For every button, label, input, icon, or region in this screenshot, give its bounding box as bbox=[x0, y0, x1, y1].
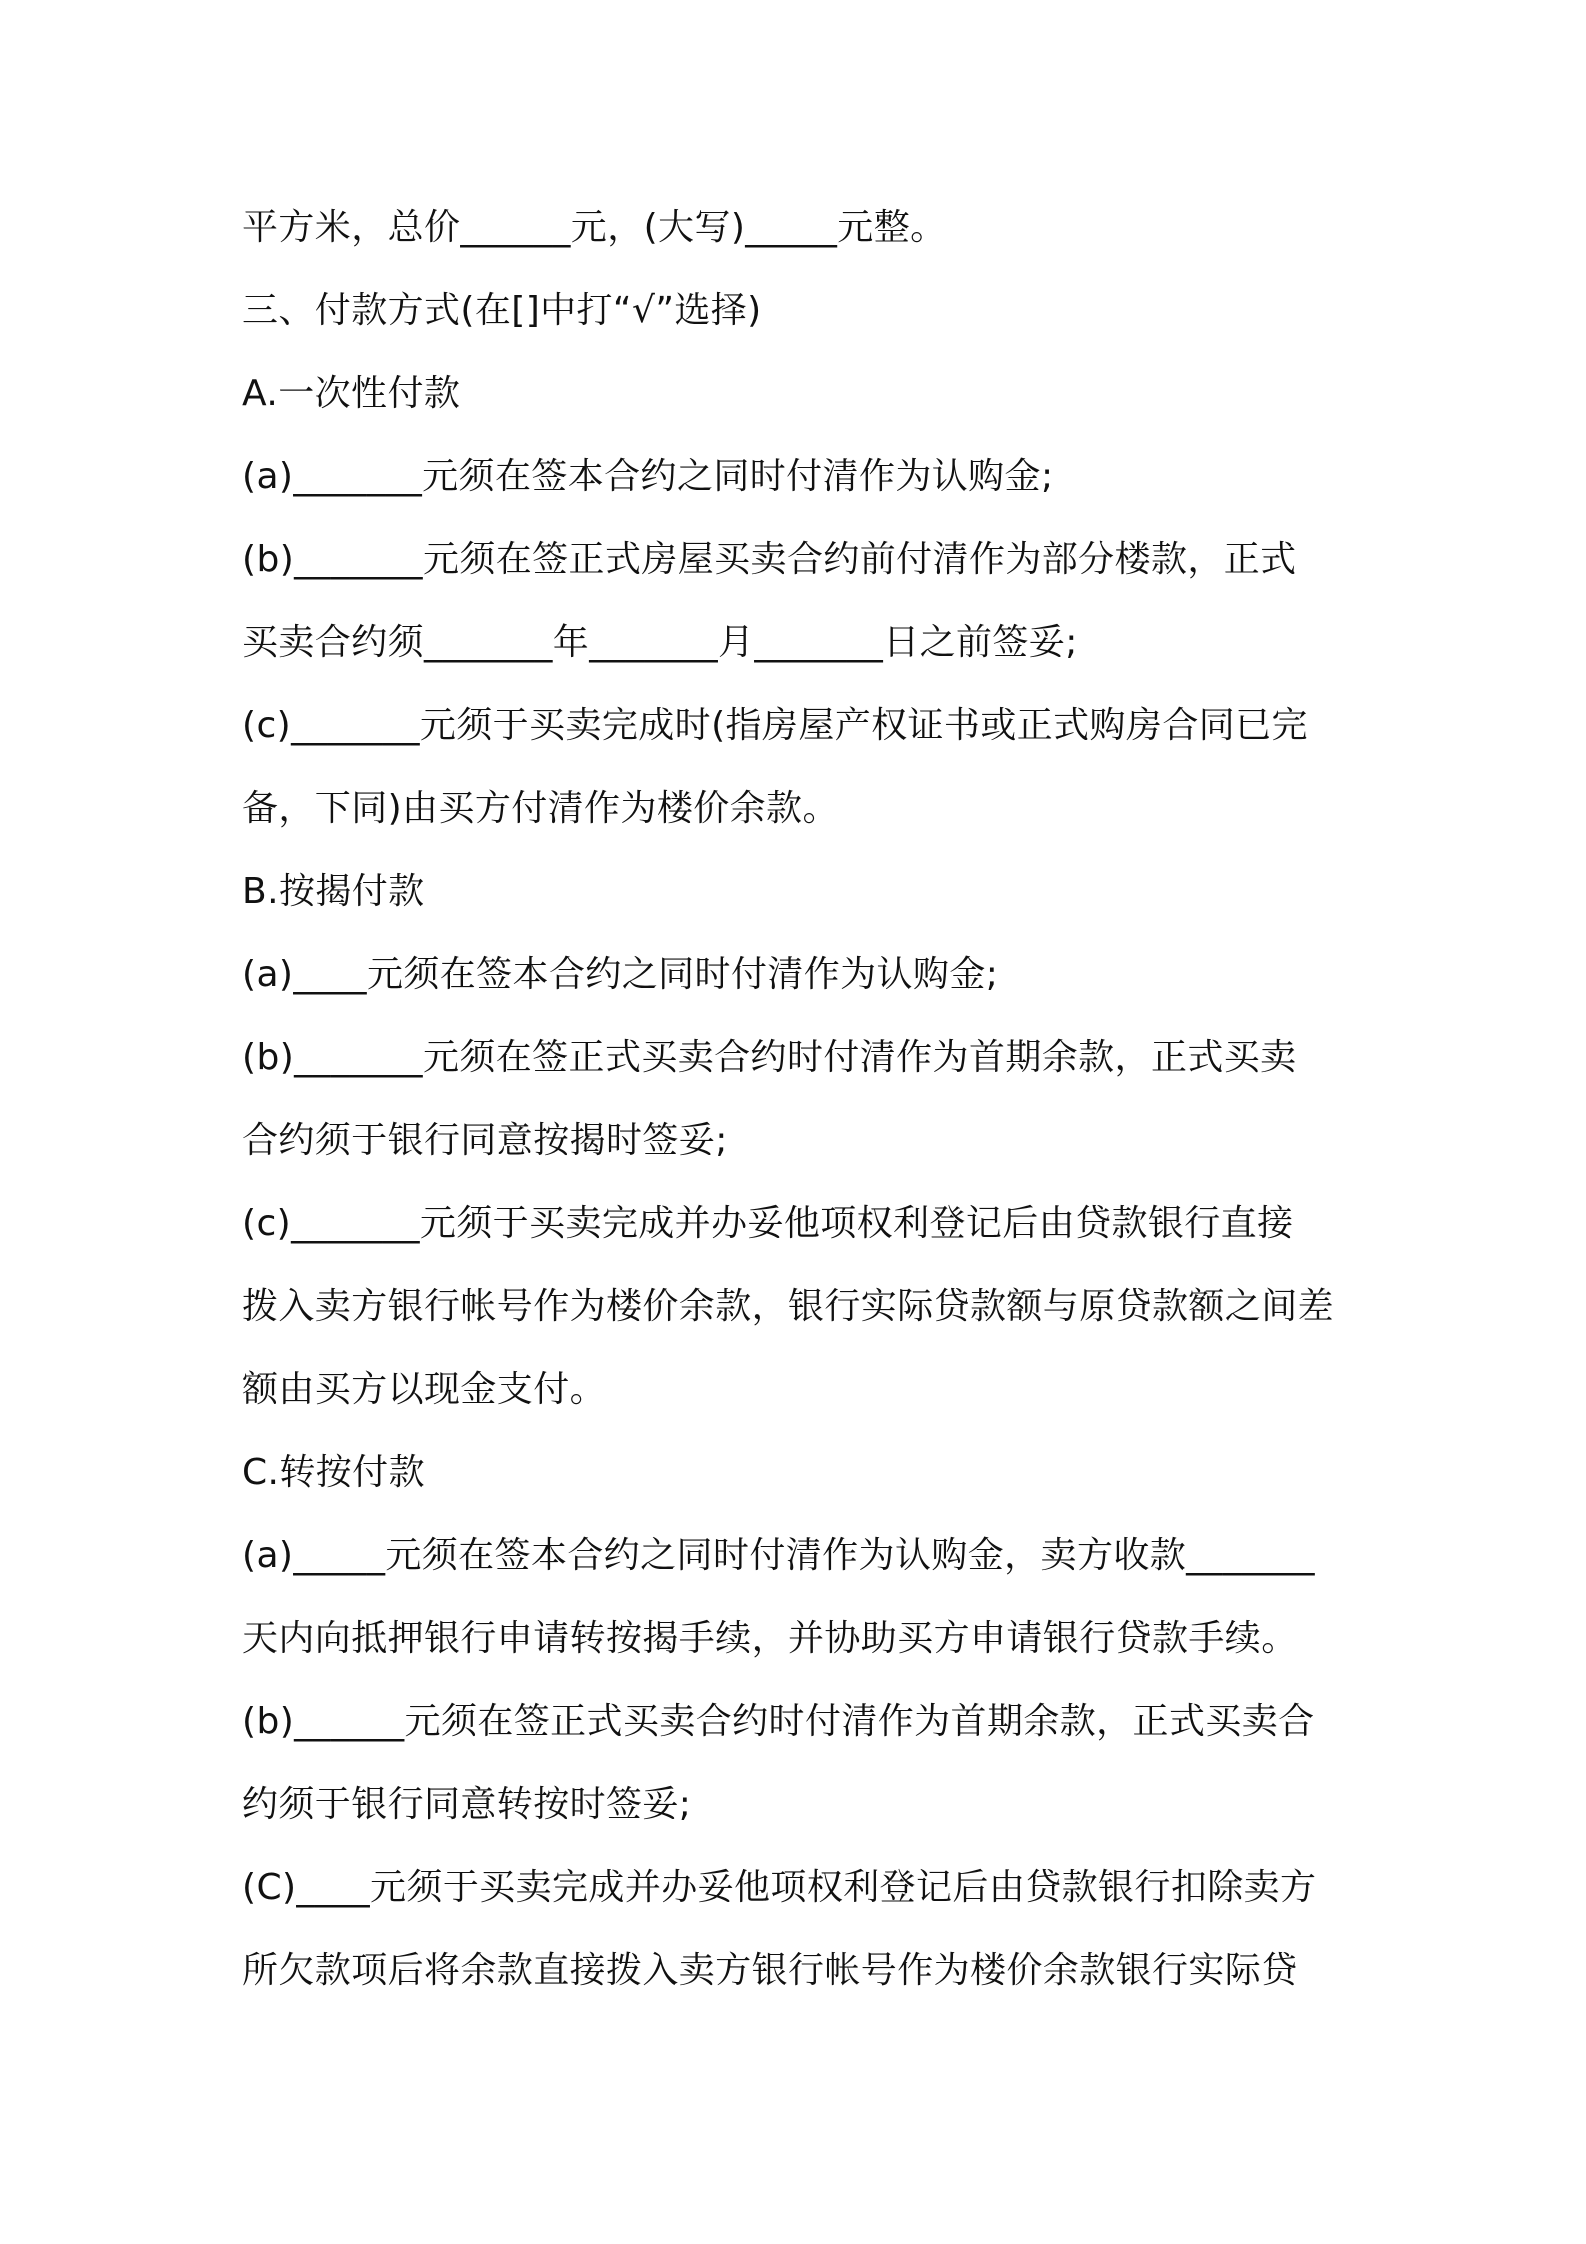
subheading-lump-sum: A.一次性付款 bbox=[242, 373, 461, 414]
text-line-c-completion: (c)_______元须于买卖完成时(指房屋产权证书或正式购房合同已完 bbox=[242, 705, 1308, 746]
text-line-transfer-b-cont: 约须于银行同意转按时签妥; bbox=[242, 1784, 692, 1825]
text-line-mortgage-a: (a)____元须在签本合约之同时付清作为认购金; bbox=[242, 954, 999, 995]
text-line-transfer-a-cont: 天内向抵押银行申请转按揭手续，并协助买方申请银行贷款手续。 bbox=[242, 1618, 1298, 1659]
text-line-transfer-a: (a)_____元须在签本合约之同时付清作为认购金，卖方收款_______ bbox=[242, 1535, 1315, 1576]
text-line-total-price: 平方米，总价______元，(大写)_____元整。 bbox=[242, 207, 947, 248]
text-line-mortgage-c: (c)_______元须于买卖完成并办妥他项权利登记后由贷款银行直接 bbox=[242, 1203, 1294, 1244]
text-line-mortgage-c-end: 额由买方以现金支付。 bbox=[242, 1369, 607, 1410]
text-line-mortgage-c-cont: 拨入卖方银行帐号作为楼价余款，银行实际贷款额与原贷款额之间差 bbox=[242, 1286, 1335, 1327]
text-line-b-partial: (b)_______元须在签正式房屋买卖合约前付清作为部分楼款，正式 bbox=[242, 539, 1297, 580]
subheading-mortgage: B.按揭付款 bbox=[242, 871, 425, 912]
text-line-mortgage-b-cont: 合约须于银行同意按揭时签妥; bbox=[242, 1120, 728, 1161]
text-line-c-balance: 备，下同)由买方付清作为楼价余款。 bbox=[242, 788, 839, 829]
text-line-a-deposit: (a)_______元须在签本合约之同时付清作为认购金; bbox=[242, 456, 1054, 497]
text-line-mortgage-b: (b)_______元须在签正式买卖合约时付清作为首期余款，正式买卖 bbox=[242, 1037, 1297, 1078]
text-line-b-date: 买卖合约须_______年_______月_______日之前签妥; bbox=[242, 622, 1078, 663]
section-heading-payment: 三、付款方式(在[]中打“√”选择) bbox=[242, 290, 762, 331]
subheading-transfer: C.转按付款 bbox=[242, 1452, 425, 1493]
text-line-transfer-c-cont: 所欠款项后将余款直接拨入卖方银行帐号作为楼价余款银行实际贷 bbox=[242, 1950, 1298, 1991]
text-line-transfer-b: (b)______元须在签正式买卖合约时付清作为首期余款，正式买卖合 bbox=[242, 1701, 1315, 1742]
text-line-transfer-c: (C)____元须于买卖完成并办妥他项权利登记后由贷款银行扣除卖方 bbox=[242, 1867, 1317, 1908]
